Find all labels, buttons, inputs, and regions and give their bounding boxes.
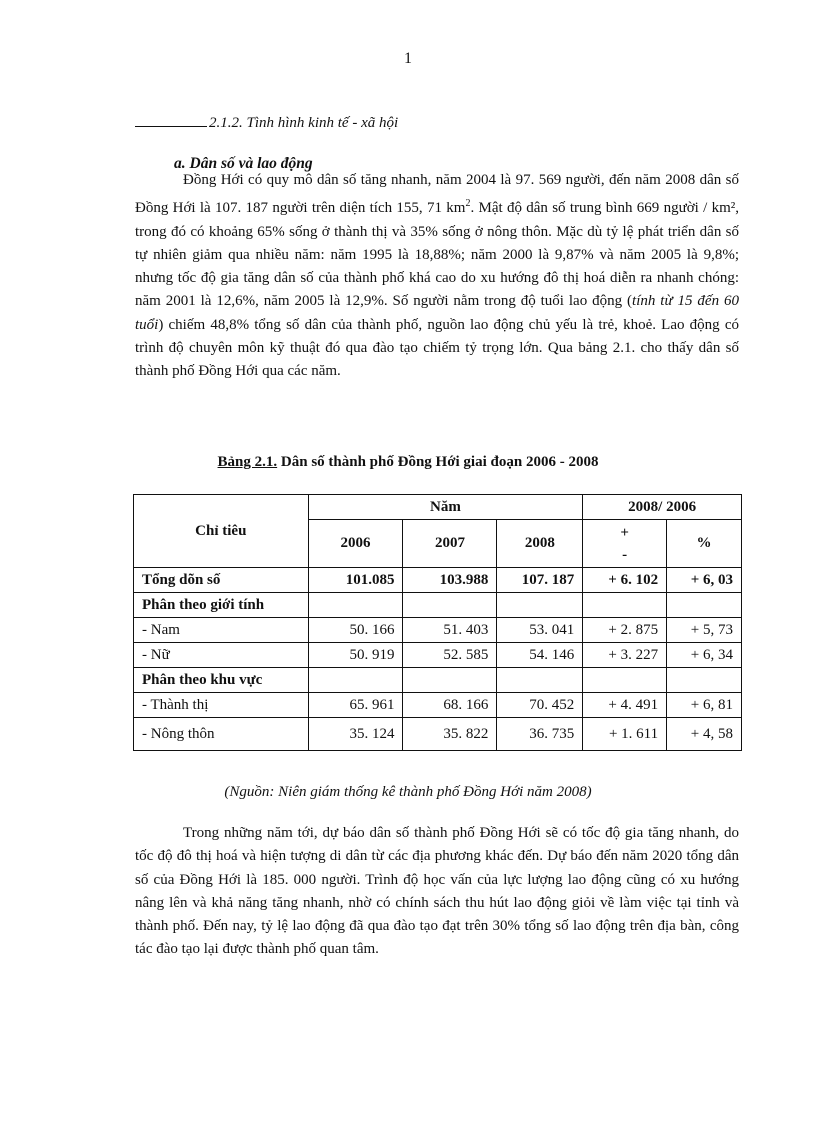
minus-sign: - xyxy=(622,546,628,563)
cell-2006: 101.085 xyxy=(308,568,403,593)
cell-diff xyxy=(583,668,667,693)
section-heading xyxy=(135,115,398,132)
cell-diff: + 6. 102 xyxy=(583,568,667,593)
header-change: 2008/ 2006 xyxy=(583,495,742,520)
para1-text-1: Đồng Hới có quy mô dân số tăng nhanh, năm 2004 là 97. 569 người, đến năm 2008 dân số Đồng Hới là 107. 187 người trên diện tích 155, 71 km xyxy=(135,172,739,217)
cell-2006: 50. 166 xyxy=(308,618,403,643)
heading-rule xyxy=(135,116,207,127)
cell-2008: 53. 041 xyxy=(497,618,583,643)
cell-2007: 51. 403 xyxy=(403,618,497,643)
cell-2008 xyxy=(497,668,583,693)
page-number: 1 xyxy=(404,50,412,67)
cell-2006: 35. 124 xyxy=(308,718,403,751)
cell-2007: 52. 585 xyxy=(403,643,497,668)
row-label: - Nông thôn xyxy=(134,718,309,751)
subsection-heading: a. Dân số và lao động xyxy=(174,155,313,172)
cell-2007: 103.988 xyxy=(403,568,497,593)
cell-diff: + 2. 875 xyxy=(583,618,667,643)
cell-2006 xyxy=(308,668,403,693)
cell-diff: + 1. 611 xyxy=(583,718,667,751)
cell-2008: 70. 452 xyxy=(497,693,583,718)
table-caption-label: Bảng 2.1. xyxy=(217,454,278,470)
cell-diff: + 4. 491 xyxy=(583,693,667,718)
population-table xyxy=(133,494,742,751)
row-label: - Thành thị xyxy=(134,693,309,718)
plus-sign: + xyxy=(620,524,629,541)
cell-2008: 54. 146 xyxy=(497,643,583,668)
cell-percent xyxy=(667,593,742,618)
table-row xyxy=(134,668,742,693)
header-year: Năm xyxy=(308,495,583,520)
table-caption-text: Dân số thành phố Đồng Hới giai đoạn 2006 - 2008 xyxy=(277,454,599,470)
cell-percent: + 6, 34 xyxy=(667,643,742,668)
row-label: Phân theo giới tính xyxy=(134,593,309,618)
cell-2006: 50. 919 xyxy=(308,643,403,668)
cell-2006 xyxy=(308,593,403,618)
cell-2008: 36. 735 xyxy=(497,718,583,751)
cell-percent: + 4, 58 xyxy=(667,718,742,751)
header-indicator: Chỉ tiêu xyxy=(134,495,309,568)
header-percent: % xyxy=(667,520,742,568)
paragraph-population xyxy=(135,169,739,384)
table-row xyxy=(134,718,742,751)
header-2007: 2007 xyxy=(403,520,497,568)
cell-percent: + 6, 81 xyxy=(667,693,742,718)
row-label: Phân theo khu vực xyxy=(134,668,309,693)
para1-superscript: 2 xyxy=(465,198,471,210)
cell-2008 xyxy=(497,593,583,618)
table-row xyxy=(134,618,742,643)
table-row xyxy=(134,643,742,668)
cell-2007 xyxy=(403,593,497,618)
para2-text: Trong những năm tới, dự báo dân số thành phố Đồng Hới sẽ có tốc độ gia tăng nhanh, do tốc độ đô thị hoá và hiện tượng di dân từ các địa phương khác đến. Dự báo đến năm 2020 tổng dân số của Đồng Hới là 185. 000 người. Trình độ học vấn của lực lượng lao động cũng có xu hướng nâng lên và khả năng tăng nhanh, nhờ có chính sách thu hút lao động giỏi về làm việc tại tỉnh và thành phố. Đến nay, tỷ lệ lao động đã qua đào tạo đạt trên 30% tổng số lao động trên địa bàn, công tác đào tạo lại được thành phố quan tâm. xyxy=(135,825,739,958)
para1-italic: tính từ 15 đến 60 tuổi xyxy=(135,293,740,333)
paragraph-forecast xyxy=(135,822,739,962)
cell-2007 xyxy=(403,668,497,693)
para1-text-3: ) chiếm 48,8% tổng số dân của thành phố, nguồn lao động chủ yếu là trẻ, khoẻ. Lao động có trình độ chuyên môn kỹ thuật đó qua đào tạo chiếm tỷ trọng lớn. Qua bảng 2.1. cho thấy dân số thành phố Đồng Hới qua các năm. xyxy=(135,316,739,380)
cell-percent: + 6, 03 xyxy=(667,568,742,593)
cell-2006: 65. 961 xyxy=(308,693,403,718)
cell-diff xyxy=(583,593,667,618)
table-caption xyxy=(0,454,816,471)
row-label: - Nam xyxy=(134,618,309,643)
header-2006: 2006 xyxy=(308,520,403,568)
cell-2007: 68. 166 xyxy=(403,693,497,718)
table-row xyxy=(134,568,742,593)
header-2008: 2008 xyxy=(497,520,583,568)
cell-2007: 35. 822 xyxy=(403,718,497,751)
row-label: - Nữ xyxy=(134,643,309,668)
table-source: (Nguồn: Niên giám thống kê thành phố Đồng Hới năm 2008) xyxy=(224,784,592,800)
cell-percent xyxy=(667,668,742,693)
cell-percent: + 5, 73 xyxy=(667,618,742,643)
cell-diff: + 3. 227 xyxy=(583,643,667,668)
section-heading-text: 2.1.2. Tình hình kinh tế - xã hội xyxy=(209,115,399,131)
cell-2008: 107. 187 xyxy=(497,568,583,593)
row-label: Tổng dõn số xyxy=(134,568,309,593)
table-row xyxy=(134,693,742,718)
para1-text-2: . Mật độ dân số trung bình 669 người / km², trong đó có khoảng 65% sống ở thành thị và 35% sống ở nông thôn. Mặc dù tỷ lệ phát triển dân số tự nhiên giảm qua nhiều năm: năm 1995 là 18,88%; năm 2000 là 9,87% và năm 2005 là 9,8%; nhưng tốc độ gia tăng dân số của thành phố khá cao do xu hướng đô thị hoá diễn ra nhanh chóng: năm 2001 là 12,6%, năm 2005 là 12,9%. Số người nằm trong độ tuổi lao động ( xyxy=(135,200,739,310)
header-plus-minus xyxy=(583,520,667,568)
table-row xyxy=(134,593,742,618)
